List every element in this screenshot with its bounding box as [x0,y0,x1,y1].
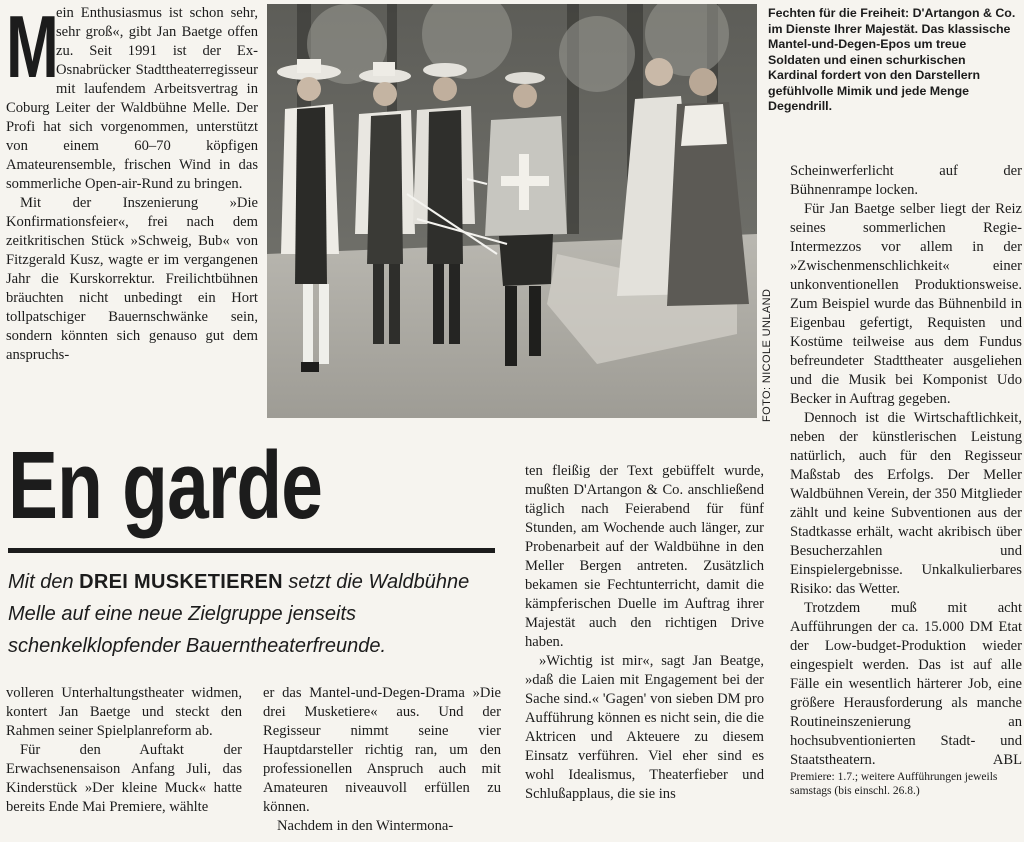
drop-cap: M [6,0,59,96]
photo-credit: FOTO: NICOLE UNLAND [761,288,773,422]
body-paragraph: Trotzdem muß mit acht Aufführungen der ca. 15.000 DM Etat der Low-budget-Produktion wieder eingespielt werden. Das ist auf alle Fälle ein wesentlich härterer Job, eine größere Herausforderung als manche Routineinszenierung an hochsubventionierten Stadt- und Staatstheatern. ABL [790,600,1022,768]
photo-illustration [267,4,757,418]
article-bottom-column-1 [6,684,242,817]
premiere-note: Premiere: 1.7.; weitere Aufführungen jeweils samstags (bis einschl. 26.8.) [790,771,998,797]
headline-rule [8,548,495,553]
body-paragraph: Dennoch ist die Wirtschaftlichkeit, neben der künstlerischen Leistung natürlich, auch für den Regisseur Maßstab des Erfolgs. Der Meller Waldbühnen Verein, der 350 Mitglieder zählt und keine Subventionen aus der Stadtkasse erhält, wacht akribisch über Besucherzahlen und Einspielergebnisse. Unkalkulierbares Risiko: das Wetter. [790,410,1022,597]
subheadline-emphasis: DREI MUSKETIEREN [79,571,283,593]
musketeers-photo [267,4,757,418]
body-paragraph: Für Jan Baetge selber liegt der Reiz seines sommerlichen Regie-Intermezzos vor allem in der »Zwischenmenschlichkeit« einer unkonventionellen Produktionsweise. Zum Beispiel wurde das Bühnenbild in Eigenbau gefertigt, Requisten und Kostüme teilweise aus dem Fundus befreundeter Stadttheater ausgeliehen und die Musik bei Komponist Udo Becker in Auftrag gegeben. [790,201,1022,407]
photo-caption: Fechten für die Freiheit: D'Artangon & Co. im Dienste Ihrer Majestät. Das klassische Mantel-und-Degen-Epos um treue Soldaten und einen schurkischen Kardinal fordert von den Darstellern gefühlvolle Mimik und jede Menge Degendrill. [768,6,1016,113]
article-bottom-column-2 [263,684,501,836]
article-column-3 [525,462,764,804]
intro-paragraph: M ein Enthusiasmus ist schon sehr, sehr groß«, gibt Jan Baetge offen zu. Seit 1991 ist der Ex-Osnabrücker Stadttheaterregisseur mit laufendem Arbeitsvertrag in Coburg Leiter der Waldbühne Melle. Der Profi hat sich vorgenommen, unterstützt von einem 60–70 köpfigen Amateurensemble, frischen Wind in das sommerliche Open-air-Rund zu bringen. [6,0,258,192]
body-paragraph: Scheinwerferlicht auf der Bühnenrampe locken. [790,163,1022,198]
body-paragraph: er das Mantel-und-Degen-Drama »Die drei Musketiere« aus. Und der Regisseur nimmt seine vier Hauptdarsteller richtig ran, um den professionellen Anspruch auch mit Amateuren niveauvoll erfüllen zu können. [263,685,501,815]
headline: En garde [8,432,323,539]
article-column-4 [790,162,1022,798]
subheadline: Mit den DREI MUSKETIEREN setzt die Waldbühne Melle auf eine neue Zielgruppe jenseits schenkelklopfender Bauerntheaterfreunde. [8,571,470,657]
body-paragraph: Für den Auftakt der Erwachsenensaison Anfang Juli, das Kinderstück »Der kleine Muck« hatte bereits Ende Mai Premiere, wählte [6,742,242,815]
body-paragraph: »Wichtig ist mir«, sagt Jan Beatge, »daß die Laien mit Engagement bei der Sache sind.« 'Gagen' von sieben DM pro Aufführung können es nicht sein, die die Aktricen und Akteuere zu diesem Einsatz verführen. Viel eher sind es wohl Idealismus, Theaterfieber und Schlußapplaus, die sie ins [525,653,764,802]
body-paragraph: ten fleißig der Text gebüffelt wurde, mußten D'Artangon & Co. anschließend täglich nach Feierabend für fünf Stunden, am Wochende auch länger, zur Probenarbeit auf der Waldbühne in den Meller Bergen antreten. Zusätzlich bekamen sie Fechtunterricht, damit die kämpferischen Duelle im Auftrag ihrer Majestät auch den richtigen Drive haben. [525,463,764,650]
body-paragraph: volleren Unterhaltungstheater widmen, kontert Jan Baetge und steckt den Rahmen seiner Spielplanreform ab. [6,685,242,739]
article-column-1 [6,0,258,365]
author-signature: ABL [992,752,1022,768]
body-paragraph: Nachdem in den Wintermona- [277,818,454,834]
body-paragraph: Mit der Inszenierung »Die Konfirmationsfeier«, frei nach dem zeitkritischen Stück »Schweig, Bub« von Fitzgerald Kusz, wagte er im vergangenen Jahr die Kurskorrektur. Freilichtbühnen bräuchten nicht unbedingt ein Hort tollpatschiger Bauernschwänke sein, sondern könnten sich genauso gut dem anspruchs- [6,195,258,363]
